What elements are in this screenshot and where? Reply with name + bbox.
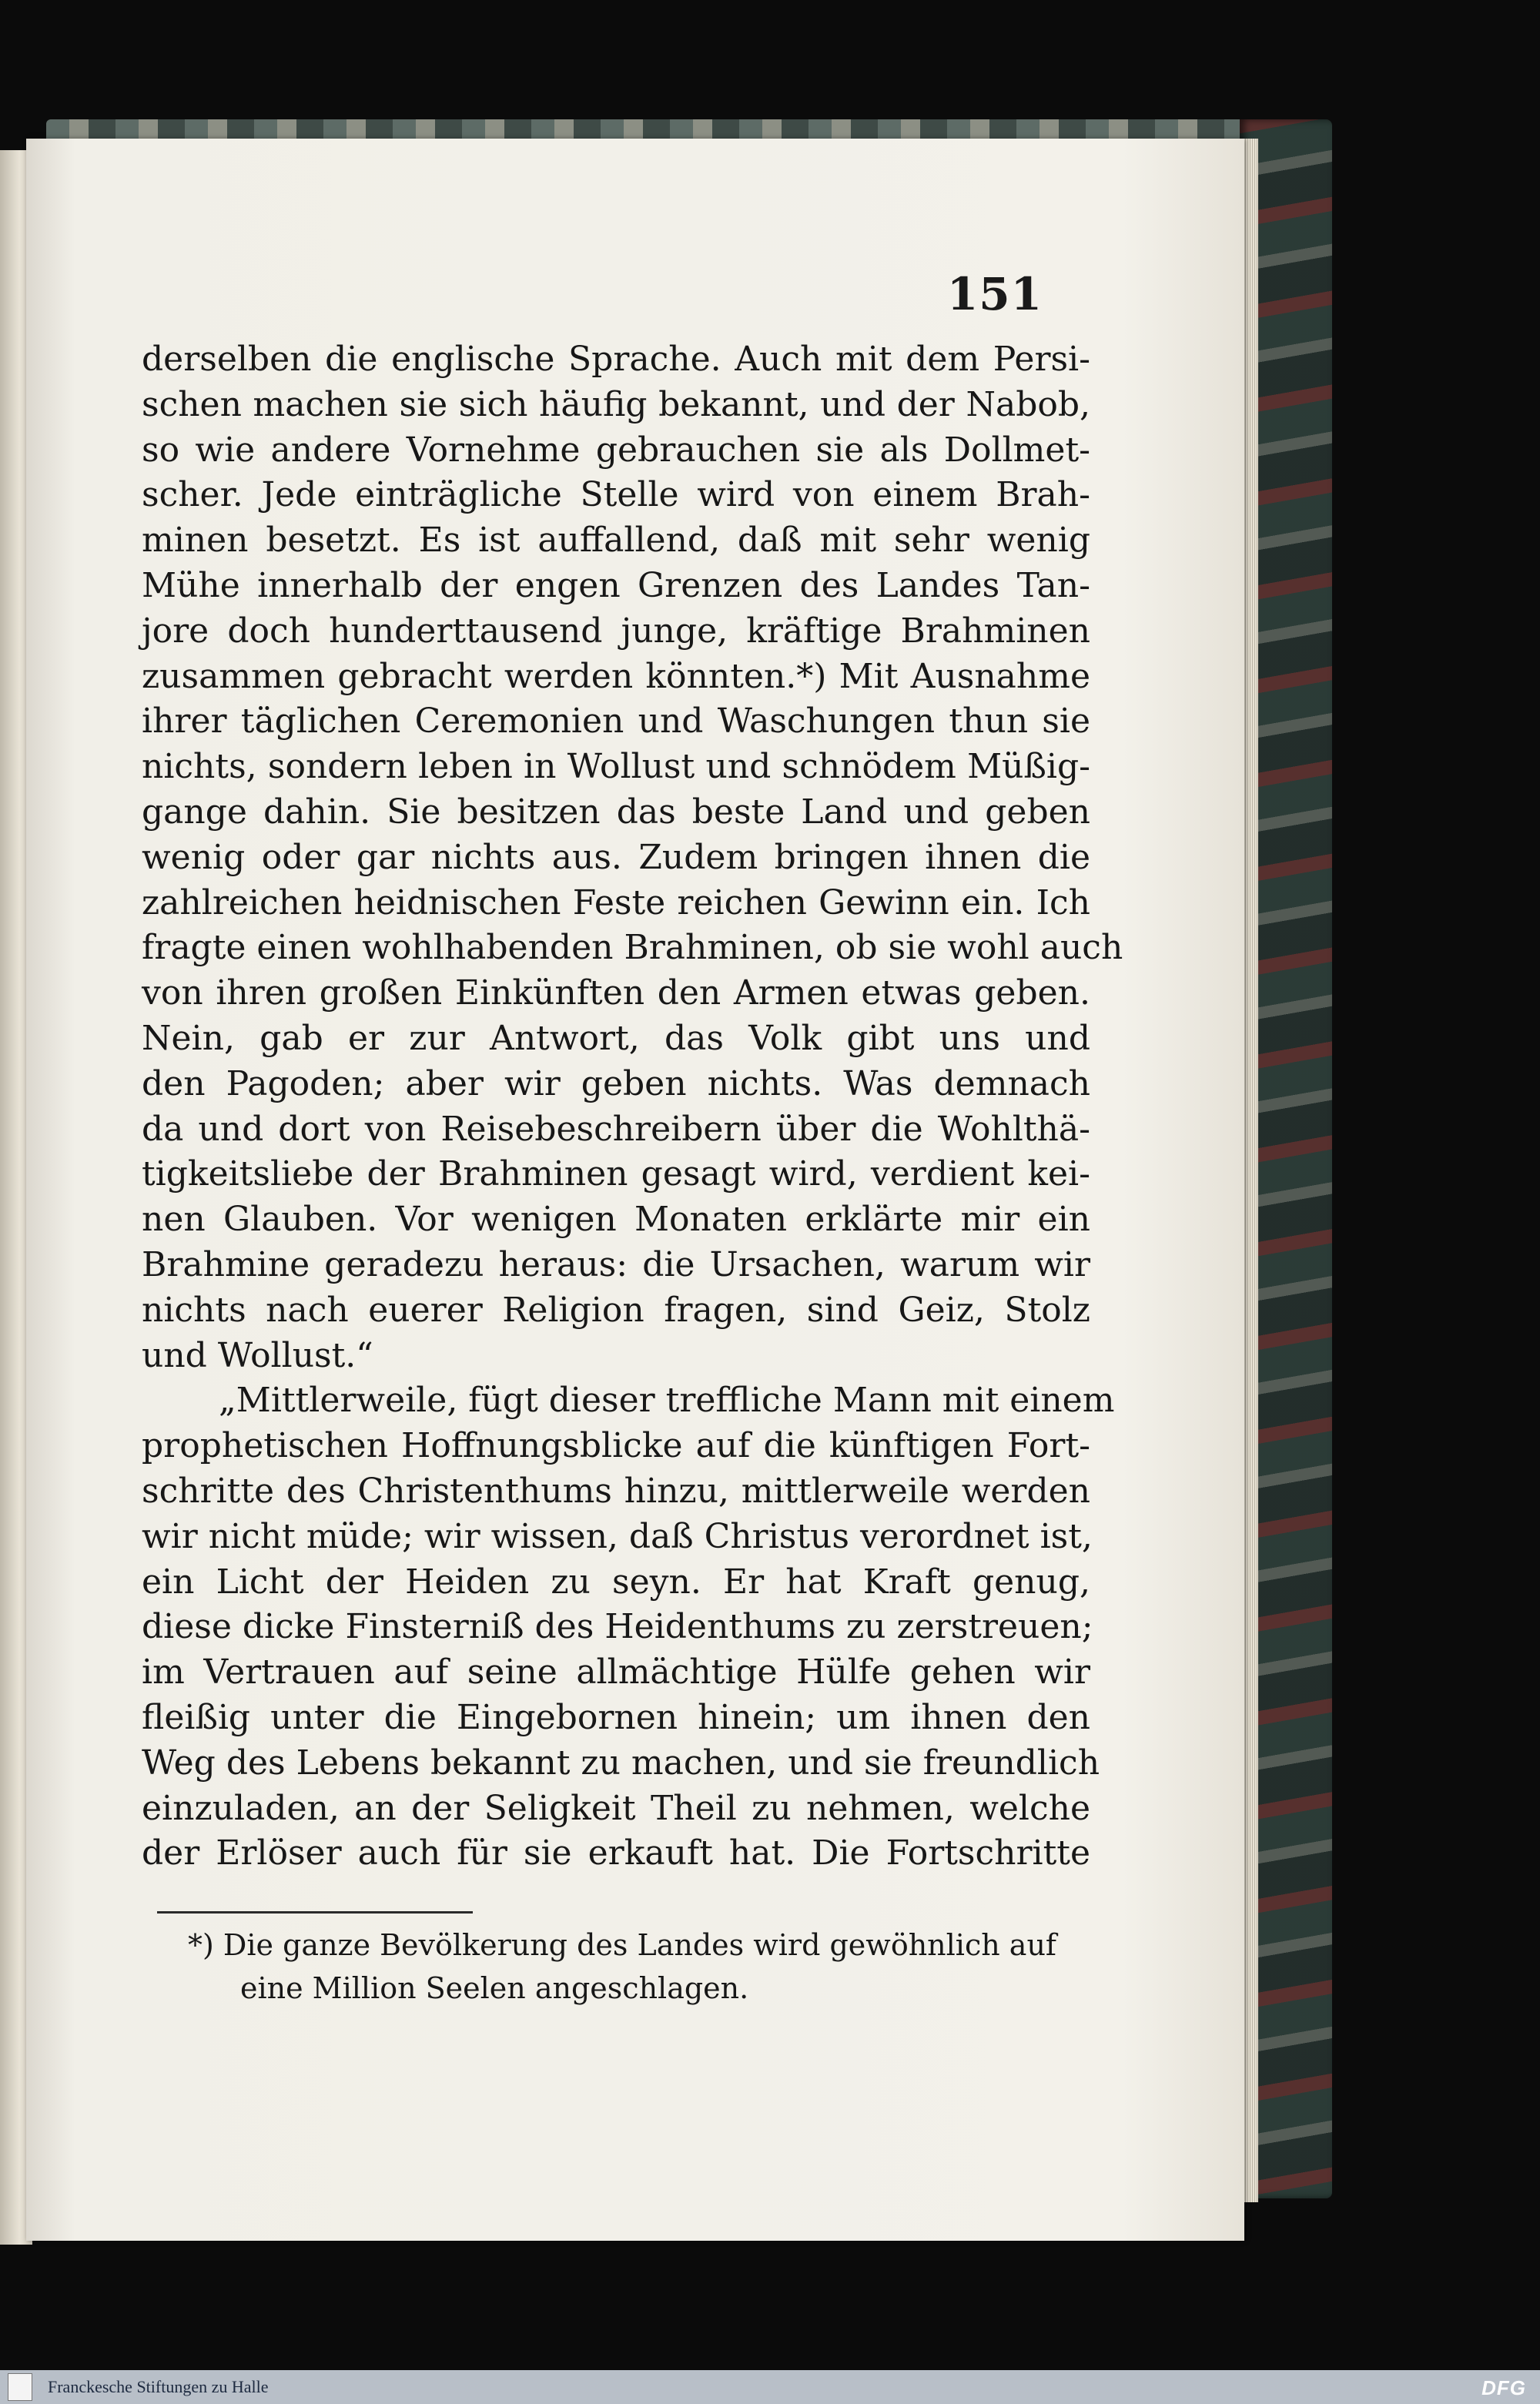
text-line: zusammen gebracht werden könnten.*) Mit Ausnahme (142, 656, 1090, 696)
text-line: der Erlöser auch für sie erkauft hat. Die Fortschritte (142, 1833, 1090, 1873)
text-line: gange dahin. Sie besitzen das beste Land und geben (142, 792, 1090, 832)
footnote-line: *) Die ganze Bevölkerung des Landes wird gewöhnlich auf (188, 1928, 1056, 1962)
body-text (142, 337, 1123, 1877)
text-line: tigkeitsliebe der Brahminen gesagt wird, verdient kei- (142, 1154, 1090, 1194)
text-line: ein Licht der Heiden zu seyn. Er hat Kraft genug, (142, 1562, 1090, 1602)
text-line: nichts nach euerer Religion fragen, sind Geiz, Stolz (142, 1290, 1090, 1330)
text-line: Brahmine geradezu heraus: die Ursachen, warum wir (142, 1244, 1090, 1284)
text-line: von ihren großen Einkünften den Armen etwas geben. (142, 973, 1090, 1013)
text-line: diese dicke Finsterniß des Heidenthums zu zerstreuen; (142, 1607, 1093, 1647)
text-line: fragte einen wohlhabenden Brahminen, ob sie wohl auch (142, 928, 1123, 968)
dfg-logo: DFG (1481, 2376, 1526, 2399)
text-line: fleißig unter die Eingebornen hinein; um ihnen den (142, 1697, 1090, 1737)
text-line: jore doch hunderttausend junge, kräftige Brahminen (142, 611, 1090, 651)
institution-name: Franckesche Stiftungen zu Halle (48, 2377, 269, 2396)
text-line: einzuladen, an der Seligkeit Theil zu nehmen, welche (142, 1788, 1090, 1828)
footnote-separator (157, 1911, 473, 1913)
text-line: so wie andere Vornehme gebrauchen sie als Dollmet- (142, 430, 1090, 470)
footnote-line: eine Million Seelen angeschlagen. (240, 1971, 749, 2005)
text-line: minen besetzt. Es ist auffallend, daß mit sehr wenig (142, 521, 1090, 561)
institution-logo-icon (8, 2373, 32, 2401)
text-line: nichts, sondern leben in Wollust und schnödem Müßig- (142, 747, 1090, 787)
text-line: und Wollust.“ (142, 1335, 373, 1375)
text-line: wir nicht müde; wir wissen, daß Christus verordnet ist, (142, 1516, 1093, 1556)
text-line: schritte des Christenthums hinzu, mittlerweile werden (142, 1471, 1090, 1511)
text-line: Mühe innerhalb der engen Grenzen des Landes Tan- (142, 565, 1090, 605)
text-line: Weg des Lebens bekannt zu machen, und sie freundlich (142, 1743, 1100, 1783)
text-line: nen Glauben. Vor wenigen Monaten erklärte mir ein (142, 1200, 1090, 1240)
text-line: „Mittlerweile, fügt dieser treffliche Mann mit einem (219, 1381, 1115, 1421)
text-line: ihrer täglichen Ceremonien und Waschungen thun sie (142, 701, 1090, 742)
page-number: 151 (946, 268, 1043, 320)
text-line: derselben die englische Sprache. Auch mit dem Persi- (142, 340, 1090, 379)
book-page (26, 139, 1244, 2241)
text-line: den Pagoden; aber wir geben nichts. Was demnach (142, 1063, 1090, 1103)
text-line: zahlreichen heidnischen Feste reichen Gewinn ein. Ich (142, 882, 1090, 922)
text-line: da und dort von Reisebeschreibern über die Wohlthä- (142, 1109, 1090, 1149)
text-line: prophetischen Hoffnungsblicke auf die künftigen Fort- (142, 1426, 1090, 1466)
text-line: im Vertrauen auf seine allmächtige Hülfe gehen wir (142, 1652, 1090, 1693)
text-line: wenig oder gar nichts aus. Zudem bringen ihnen die (142, 837, 1090, 877)
text-line: schen machen sie sich häufig bekannt, und der Nabob, (142, 384, 1090, 424)
text-line: Nein, gab er zur Antwort, das Volk gibt uns und (142, 1018, 1090, 1058)
text-line: scher. Jede einträgliche Stelle wird von einem Brah- (142, 475, 1090, 515)
footnote (188, 1924, 1095, 2010)
